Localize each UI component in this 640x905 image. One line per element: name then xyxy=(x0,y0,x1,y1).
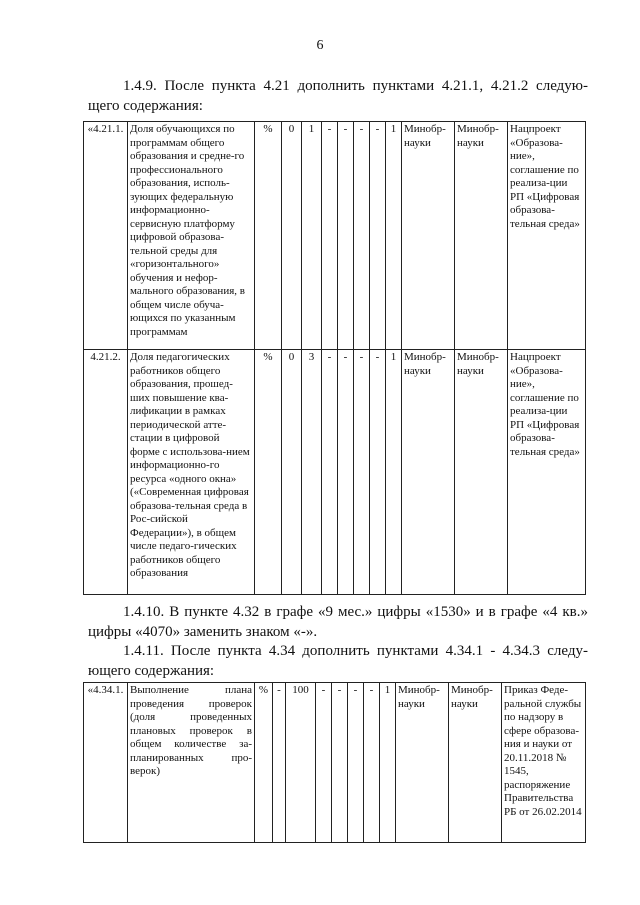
paragraph-1-4-11 xyxy=(88,641,588,681)
page-number: 6 xyxy=(316,38,324,53)
value-cell: - xyxy=(364,683,380,843)
value-cell: - xyxy=(322,122,338,350)
value-cell: 1 xyxy=(380,683,396,843)
responsible-2: Минобр-науки xyxy=(455,350,508,595)
indicator-name: Доля педагогических работников общего образования, прошед-ших повышение ква-лификации в рамках периодической атте-стации в цифровой форме с использова-нием информационно-го ресурса «одного окна» («Современная цифровая образова-тельная среда в Рос-сийской Федерации»), в общем числе педаго-гических работников общего образования xyxy=(128,350,255,595)
paragraph-first-line: 1.4.10. В пункте 4.32 в графе «9 мес.» цифры «1530» и в графе «4 кв.» xyxy=(123,604,588,620)
responsible-1: Минобр-науки xyxy=(396,683,449,843)
paragraph-continuation: ющего содержания: xyxy=(88,663,215,679)
value-cell: 0 xyxy=(282,122,302,350)
value-cell: 0 xyxy=(282,350,302,595)
paragraph-continuation: цифры «4070» заменить знаком «-». xyxy=(88,624,318,640)
paragraph-1-4-9 xyxy=(88,76,588,116)
value-cell: - xyxy=(322,350,338,595)
item-number: 4.21.2. xyxy=(84,350,128,595)
unit: % xyxy=(255,683,273,843)
value-cell: - xyxy=(338,122,354,350)
table-row xyxy=(84,683,586,843)
value-cell: 1 xyxy=(386,350,402,595)
paragraph-continuation: щего содержания: xyxy=(88,98,203,114)
value-cell: - xyxy=(348,683,364,843)
paragraph-1-4-10 xyxy=(88,602,588,642)
basis: Нацпроект «Образова-ние», соглашение по реализа-ции РП «Цифровая образова-тельная среда» xyxy=(508,122,586,350)
basis: Нацпроект «Образова-ние», соглашение по реализа-ции РП «Цифровая образова-тельная среда» xyxy=(508,350,586,595)
responsible-1: Минобр-науки xyxy=(402,122,455,350)
indicator-name: Выполнение плана проведения проверок (доля проведенных плановых проверок в общем количестве за-планированных про-верок) xyxy=(128,683,255,843)
unit: % xyxy=(255,350,282,595)
paragraph-first-line: 1.4.11. После пункта 4.34 дополнить пунктами 4.34.1 - 4.34.3 следу- xyxy=(123,643,588,659)
value-cell: 100 xyxy=(286,683,316,843)
value-cell: 1 xyxy=(386,122,402,350)
item-number: «4.21.1. xyxy=(84,122,128,350)
unit: % xyxy=(255,122,282,350)
responsible-2: Минобр-науки xyxy=(455,122,508,350)
value-cell: 3 xyxy=(302,350,322,595)
item-number: «4.34.1. xyxy=(84,683,128,843)
basis: Приказ Феде-ральной службы по надзору в сфере образова-ния и науки от 20.11.2018 № 1545, распоряжение Правительства РБ от 26.02.2014 xyxy=(502,683,586,843)
value-cell: - xyxy=(354,122,370,350)
indicator-name: Доля обучающихся по программам общего образования и средне-го профессионального образования, исполь-зующих федеральную информационно-сервисную платформу цифровой образова-тельной среды для «горизонтального» обучения и нефор-мального образования, в общем числе обуча-ющихся по указанным программам xyxy=(128,122,255,350)
indicators-table-4-34 xyxy=(83,682,586,843)
value-cell: - xyxy=(370,122,386,350)
value-cell: - xyxy=(370,350,386,595)
value-cell: - xyxy=(332,683,348,843)
value-cell: - xyxy=(316,683,332,843)
table-row xyxy=(84,350,586,595)
indicators-table-4-21 xyxy=(83,121,586,595)
value-cell: - xyxy=(338,350,354,595)
value-cell: - xyxy=(273,683,286,843)
table-row xyxy=(84,122,586,350)
value-cell: 1 xyxy=(302,122,322,350)
value-cell: - xyxy=(354,350,370,595)
responsible-1: Минобр-науки xyxy=(402,350,455,595)
paragraph-first-line: 1.4.9. После пункта 4.21 дополнить пунктами 4.21.1, 4.21.2 следую- xyxy=(123,78,588,94)
responsible-2: Минобр-науки xyxy=(449,683,502,843)
